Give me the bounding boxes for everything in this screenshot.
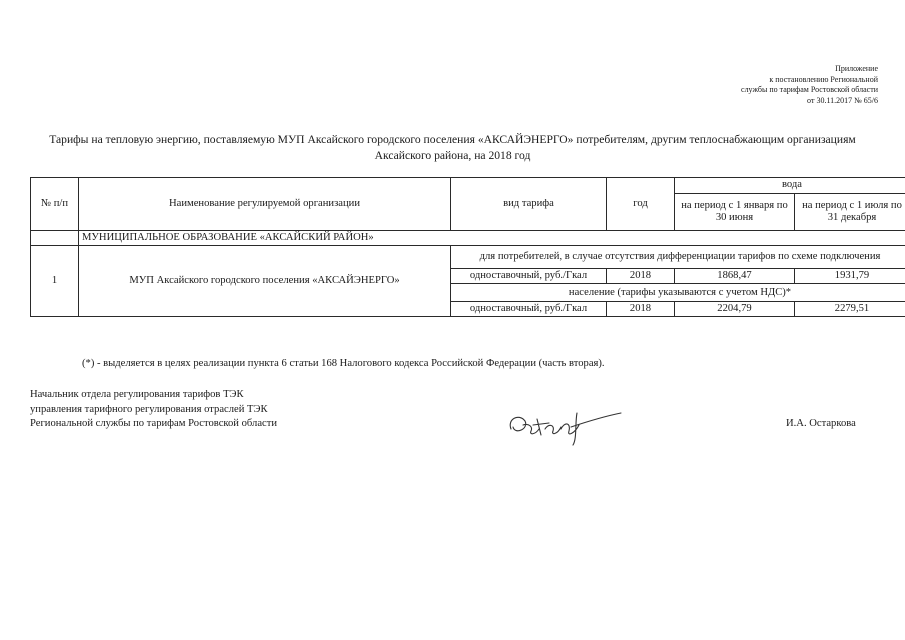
header-period-2: на период с 1 июля по 31 декабря [795,193,905,230]
signer-title-line-3: Региональной службы по тарифам Ростовской области [30,418,278,429]
signer-block [30,388,277,432]
year-cell: 2018 [607,269,675,284]
header-tariff-type: вид тарифа [451,178,607,231]
tariff-table [30,177,905,317]
appendix-line-2: к постановлению Региональной [769,74,878,84]
handwritten-signature [505,405,625,447]
tariff-type-cell: одноставочный, руб./Гкал [451,269,607,284]
title-line-2: Аксайского района, на 2018 год [374,149,531,162]
value-period-2: 1931,79 [795,269,905,284]
year-cell: 2018 [607,302,675,317]
header-org: Наименование регулируемой организации [79,178,451,231]
header-num: № п/п [31,178,79,231]
appendix-header [618,64,878,106]
title-line-1: Тарифы на тепловую энергию, поставляемую МУП Аксайского городского поселения «АКСАЙЭНЕРГО» потребителям, другим теплоснабжающим организациям [49,133,856,146]
appendix-line-4: от 30.11.2017 № 65/6 [807,95,878,105]
row-org: МУП Аксайского городского поселения «АКСАЙЭНЕРГО» [79,246,451,317]
municipality-num-cell [31,231,79,246]
header-year: год [607,178,675,231]
document-title [0,132,905,164]
appendix-line-1: Приложение [835,64,878,73]
row-num: 1 [31,246,79,317]
signer-title-line-1: Начальник отдела регулирования тарифов ТЭК [30,389,244,400]
tariff-type-cell: одноставочный, руб./Гкал [451,302,607,317]
municipality-label: МУНИЦИПАЛЬНОЕ ОБРАЗОВАНИЕ «АКСАЙСКИЙ РАЙОН» [79,231,905,246]
signer-title-line-2: управления тарифного регулирования отраслей ТЭК [30,403,268,415]
value-period-1: 2204,79 [675,302,795,317]
section-label-consumers: для потребителей, в случае отсутствия дифференциации тарифов по схеме подключения [451,246,905,269]
signer-name: И.А. Остаркова [786,418,856,429]
section-label-population: население (тарифы указываются с учетом НДС)* [451,284,905,302]
table-row [31,246,905,269]
footnote: (*) - выделяется в целях реализации пункта 6 статьи 168 Налогового кодекса Российской Федерации (часть вторая). [82,358,605,369]
value-period-2: 2279,51 [795,302,905,317]
municipality-row [31,231,905,246]
header-row [31,178,905,194]
appendix-line-3: службы по тарифам Ростовской области [741,85,878,94]
header-period-1: на период с 1 января по 30 июня [675,193,795,230]
value-period-1: 1868,47 [675,269,795,284]
header-water: вода [675,178,905,194]
